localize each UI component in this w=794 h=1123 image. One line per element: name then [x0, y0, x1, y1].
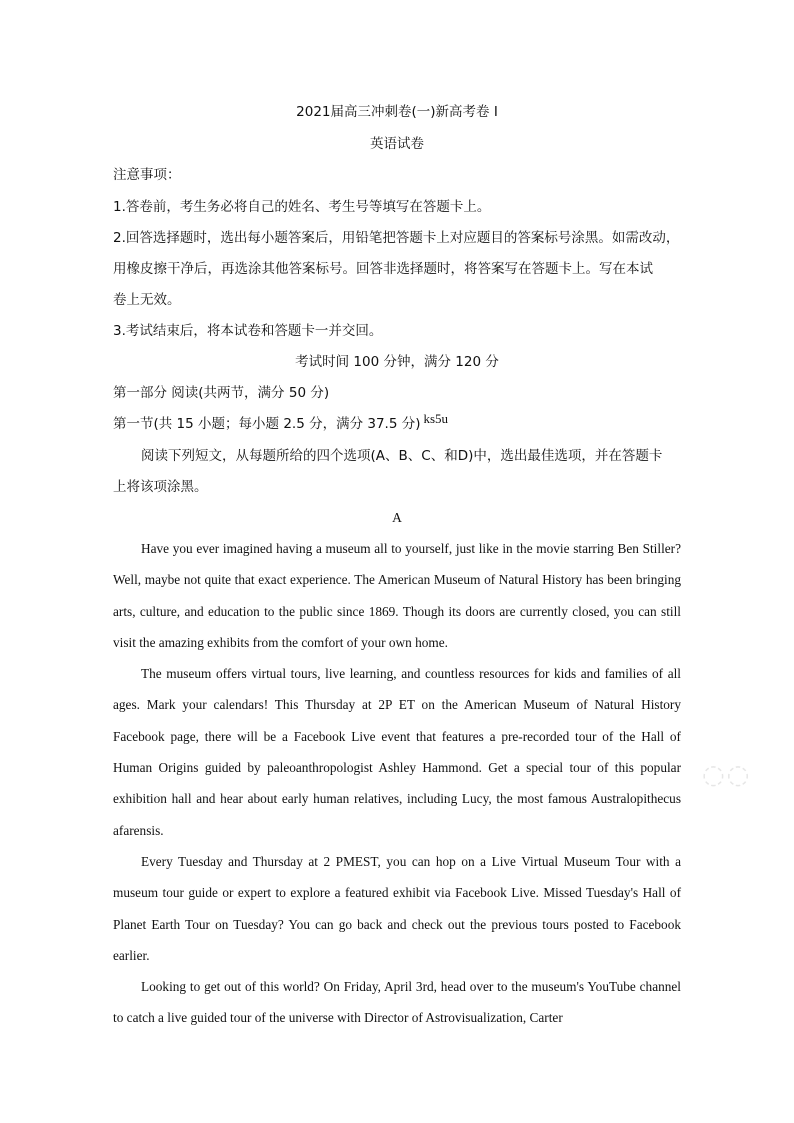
instruction-line-1: 阅读下列短文，从每题所给的四个选项(A、B、C、和D)中，选出最佳选项，并在答题卡	[141, 448, 663, 464]
passage-label: A	[392, 510, 402, 525]
ks5u-mark: ks5u	[423, 411, 449, 426]
watermark-logo: ◌◌	[702, 760, 752, 790]
notice-item-2-line-2: 用橡皮擦干净后，再选涂其他答案标号。回答非选择题时，将答案写在答题卡上。写在本试	[113, 261, 653, 277]
passage-body	[113, 533, 681, 1034]
instruction-line-2: 上将该项涂黑。	[113, 479, 208, 495]
exam-title: 2021届高三冲刺卷(一)新高考卷 I	[296, 104, 498, 120]
exam-info: 考试时间 100 分钟，满分 120 分	[295, 354, 499, 370]
passage-paragraph: Every Tuesday and Thursday at 2 PMEST, you can hop on a Live Virtual Museum Tour with a museum tour guide or expert to explore a featured exhibit via Facebook Live. Missed Tuesday's Hall of Planet Earth Tour on Tuesday? You can go back and check out the previous tours posted to Facebook earlier.	[113, 853, 681, 963]
section-heading	[113, 411, 449, 434]
notice-item-2-line-1: 2.回答选择题时，选出每小题答案后，用铅笔把答题卡上对应题目的答案标号涂黑。如需改动，	[113, 230, 680, 246]
notice-item-2-line-3: 卷上无效。	[113, 292, 181, 308]
exam-subtitle: 英语试卷	[370, 136, 424, 152]
notice-heading: 注意事项：	[113, 167, 181, 183]
passage-paragraph: Have you ever imagined having a museum all to yourself, just like in the movie starring Ben Stiller? Well, maybe not quite that exact experience. The American Museum of Natural History has been bringing arts, culture, and education to the public since 1869. Though its doors are currently closed, you can still visit the amazing exhibits from the comfort of your own home.	[113, 541, 681, 650]
passage-paragraph: The museum offers virtual tours, live learning, and countless resources for kids and families of all ages. Mark your calendars! This Thursday at 2P ET on the American Museum of Natural History Facebook page, there will be a Facebook Live event that features a pre-recorded tour of the Hall of Human Origins guided by paleoanthropologist Ashley Hammond. Get a special tour of this popular exhibition hall and hear about early human relatives, including Lucy, the most famous Australopithecus afarensis.	[113, 666, 681, 838]
passage-paragraph: Looking to get out of this world? On Friday, April 3rd, head over to the museum's YouTube channel to catch a live guided tour of the universe with Director of Astrovisualization, Carter	[113, 979, 681, 1026]
part-heading: 第一部分 阅读(共两节，满分 50 分)	[113, 385, 330, 401]
notice-item-1: 1.答卷前，考生务必将自己的姓名、考生号等填写在答题卡上。	[113, 199, 491, 215]
section-heading-text: 第一节(共 15 小题；每小题 2.5 分，满分 37.5 分)	[113, 416, 421, 432]
notice-item-3: 3.考试结束后，将本试卷和答题卡一并交回。	[113, 323, 383, 339]
